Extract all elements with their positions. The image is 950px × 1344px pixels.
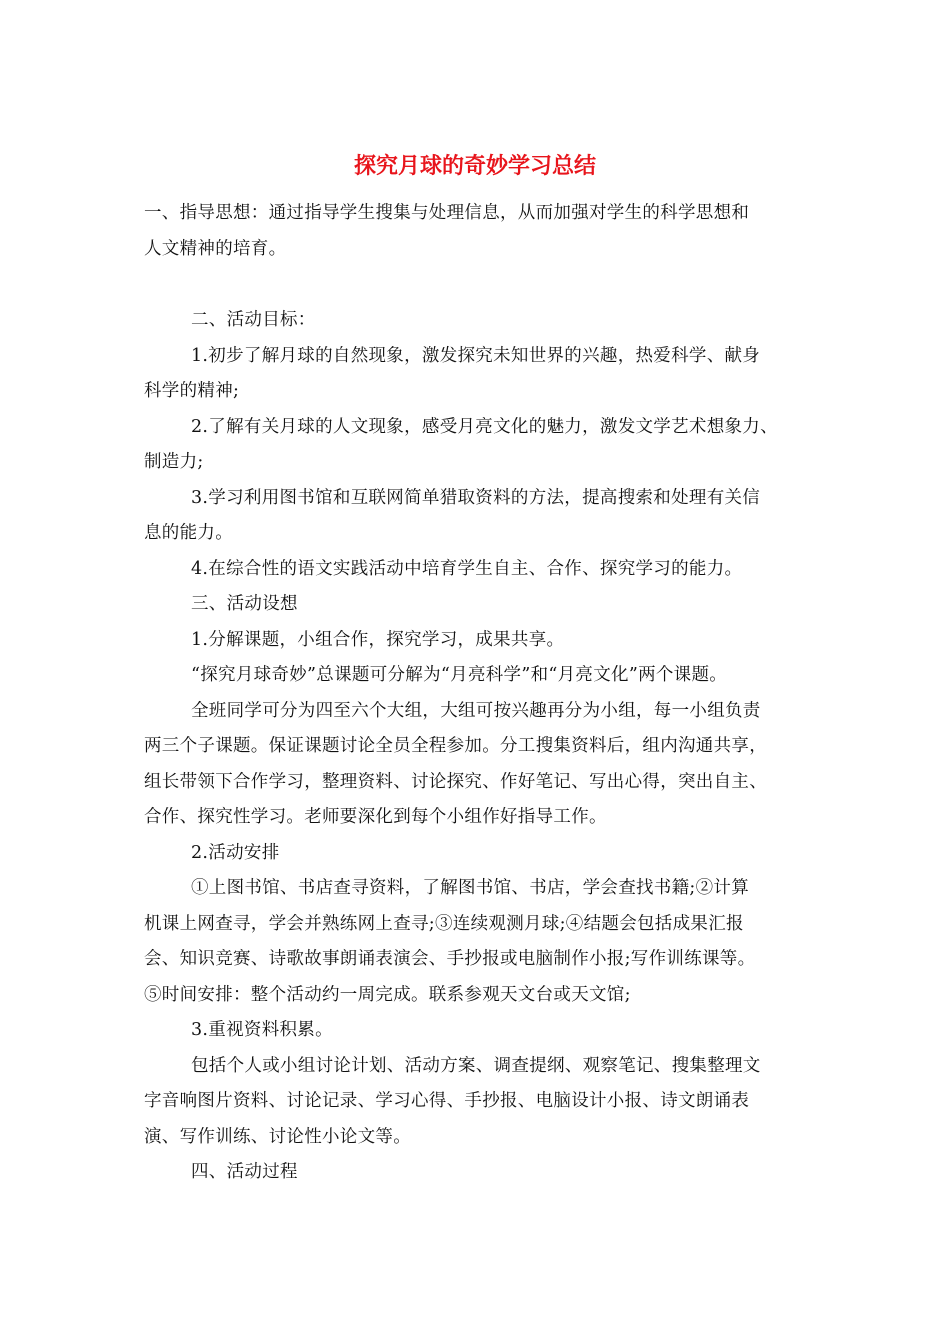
plan-2-line-3: 会、知识竞赛、诗歌故事朗诵表演会、手抄报或电脑制作小报;写作训练课等。	[144, 949, 756, 969]
plan-1-groups-line-3: 组长带领下合作学习，整理资料、讨论探究、作好笔记、写出心得，突出自主、	[144, 771, 767, 792]
goal-2-line-2: 制造力;	[144, 452, 204, 472]
guiding-thought-line-2: 人文精神的培育。	[144, 238, 287, 259]
goal-3-line-2: 息的能力。	[144, 523, 233, 543]
goal-1-line-1: 1.初步了解月球的自然现象，激发探究未知世界的兴趣，热爱科学、献身	[191, 345, 761, 366]
plan-3-line-3: 演、写作训练、讨论性小论文等。	[144, 1126, 411, 1147]
plan-2-line-4: ⑤时间安排：整个活动约一周完成。联系参观天文台或天文馆;	[144, 984, 631, 1005]
goal-1-line-2: 科学的精神;	[144, 381, 240, 401]
paragraph-gap	[144, 267, 824, 303]
goal-3-line-1: 3.学习利用图书馆和互联网简单猎取资料的方法，提高搜索和处理有关信	[191, 487, 761, 508]
section-heading-process: 四、活动过程	[191, 1162, 298, 1182]
plan-3-heading: 3.重视资料积累。	[191, 1020, 333, 1040]
section-heading-goals: 二、活动目标：	[191, 310, 316, 330]
plan-1-groups-line-1: 全班同学可分为四至六个大组，大组可按兴趣再分为小组，每一小组负责	[191, 700, 761, 721]
section-heading-plan: 三、活动设想	[191, 594, 298, 614]
plan-1-heading: 1.分解课题，小组合作，探究学习，成果共享。	[191, 629, 565, 650]
guiding-thought-line-1: 一、指导思想：通过指导学生搜集与处理信息，从而加强对学生的科学思想和	[144, 203, 750, 223]
plan-1-groups-line-2: 两三个子课题。保证课题讨论全员全程参加。分工搜集资料后，组内沟通共享，	[144, 736, 767, 756]
plan-2-heading: 2.活动安排	[191, 842, 280, 863]
plan-3-line-2: 字音响图片资料、讨论记录、学习心得、手抄报、电脑设计小报、诗文朗诵表	[144, 1091, 750, 1111]
plan-2-line-2: 机课上网查寻，学会并熟练网上查寻;③连续观测月球;④结题会包括成果汇报	[144, 913, 744, 934]
plan-1-topic: “探究月球奇妙”总课题可分解为“月亮科学”和“月亮文化”两个课题。	[191, 665, 728, 685]
document-body	[144, 196, 824, 1191]
goal-2-line-1: 2.了解有关月球的人文现象，感受月亮文化的魅力，激发文学艺术想象力、	[191, 416, 778, 437]
plan-3-line-1: 包括个人或小组讨论计划、活动方案、调查提纲、观察笔记、搜集整理文	[191, 1055, 761, 1076]
document-title: 探究月球的奇妙学习总结	[353, 153, 596, 179]
plan-2-line-1: ①上图书馆、书店查寻资料，了解图书馆、书店，学会查找书籍;②计算	[191, 878, 749, 898]
plan-1-groups-line-4: 合作、探究性学习。老师要深化到每个小组作好指导工作。	[144, 807, 607, 827]
goal-4: 4.在综合性的语文实践活动中培育学生自主、合作、探究学习的能力。	[191, 558, 743, 579]
